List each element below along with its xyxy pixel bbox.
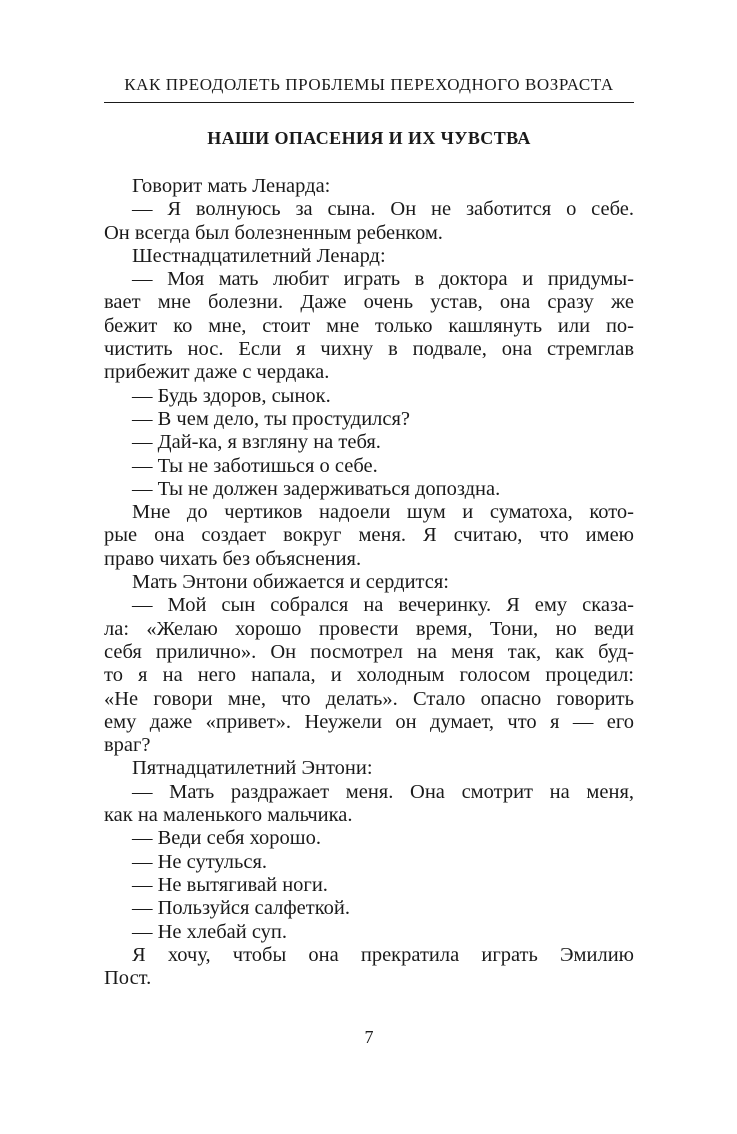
text-line: то я на него напала, и холодным голосом процедил:	[104, 664, 634, 687]
text-line: как на маленького мальчика.	[104, 804, 353, 827]
body-text	[104, 175, 634, 990]
text-line: Говорит мать Ленарда:	[132, 175, 331, 197]
text-line: себя прилично». Он посмотрел на меня так, как буд-	[104, 640, 634, 663]
text-line: рые она создает вокруг меня. Я считаю, что имею	[104, 524, 634, 547]
text-line: — Не вытягивай ноги.	[132, 873, 328, 896]
text-line: право чихать без объяснения.	[104, 547, 362, 570]
header-rule	[104, 102, 634, 103]
text-line: вает мне болезни. Даже очень устав, она сразу же	[104, 291, 634, 314]
text-line: прибежит даже с чердака.	[104, 361, 330, 384]
text-line: — Я волнуюсь за сына. Он не заботится о себе.	[132, 198, 634, 221]
text-line: — В чем дело, ты простудился?	[132, 407, 411, 430]
text-line: ему даже «привет». Неужели он думает, что я — его	[104, 710, 634, 733]
text-line: — Дай-ка, я взгляну на тебя.	[132, 431, 381, 454]
text-line: Мне до чертиков надоели шум и суматоха, кото-	[132, 501, 634, 524]
text-line: Я хочу, чтобы она прекратила играть Эмилию	[132, 943, 634, 966]
text-line: — Не хлебай суп.	[132, 920, 288, 943]
text-line: Шестнадцатилетний Ленард:	[132, 244, 386, 267]
text-line: — Не сутулься.	[132, 850, 268, 873]
running-head: КАК ПРЕОДОЛЕТЬ ПРОБЛЕМЫ ПЕРЕХОДНОГО ВОЗРАСТА	[124, 75, 614, 94]
text-line: чистить нос. Если я чихну в подвале, она стремглав	[104, 338, 634, 361]
chapter-title: НАШИ ОПАСЕНИЯ И ИХ ЧУВСТВА	[207, 128, 531, 148]
text-line: Он всегда был болезненным ребенком.	[104, 221, 443, 244]
text-line: Мать Энтони обижается и сердится:	[132, 571, 449, 594]
text-line: — Будь здоров, сынок.	[132, 384, 331, 407]
text-line: Пятнадцатилетний Энтони:	[132, 757, 373, 780]
text-line: ла: «Желаю хорошо провести время, Тони, но веди	[104, 617, 634, 640]
text-line: — Ты не заботишься о себе.	[132, 454, 378, 477]
text-line: — Моя мать любит играть в доктора и придумы-	[132, 268, 634, 291]
text-line: — Мой сын собрался на вечеринку. Я ему сказа-	[132, 594, 634, 617]
text-line: «Не говори мне, что делать». Стало опасно говорить	[104, 687, 634, 710]
page-number: 7	[364, 1027, 374, 1047]
text-line: бежит ко мне, стоит мне только кашлянуть или по-	[104, 314, 634, 337]
text-line: Пост.	[104, 967, 152, 990]
text-line: — Мать раздражает меня. Она смотрит на меня,	[132, 780, 634, 803]
text-line: — Пользуйся салфеткой.	[132, 897, 350, 920]
text-line: — Веди себя хорошо.	[132, 827, 321, 850]
text-line: — Ты не должен задерживаться допоздна.	[132, 477, 501, 500]
text-line: враг?	[104, 734, 151, 757]
